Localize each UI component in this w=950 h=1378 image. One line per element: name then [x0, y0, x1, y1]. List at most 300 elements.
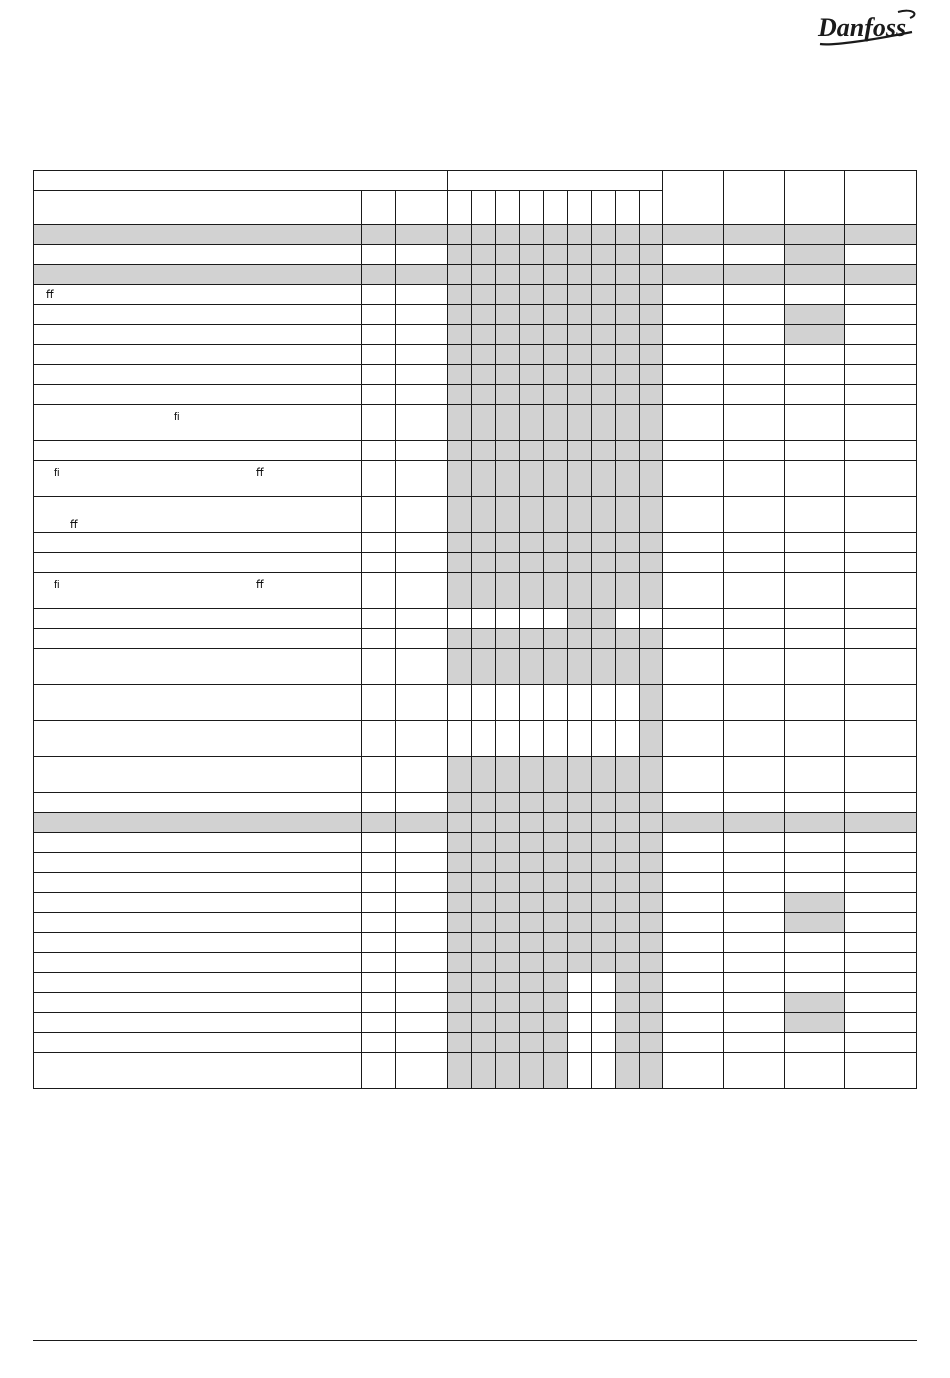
table-cell [472, 873, 496, 893]
table-cell [496, 853, 520, 873]
table-row [34, 933, 917, 953]
table-cell [845, 265, 917, 285]
table-cell [396, 685, 448, 721]
table-cell [520, 461, 544, 497]
table-cell [592, 497, 616, 533]
table-row [34, 1053, 917, 1089]
table-cell [663, 305, 724, 325]
table-cell [640, 385, 663, 405]
table-cell [520, 553, 544, 573]
table-cell [640, 757, 663, 793]
table-cell [472, 973, 496, 993]
table-cell [663, 1053, 724, 1089]
table-cell [724, 1053, 785, 1089]
table-cell [616, 757, 640, 793]
table-cell [496, 793, 520, 813]
table-cell [616, 325, 640, 345]
table-cell [724, 933, 785, 953]
header-cell [544, 191, 568, 225]
table-cell [640, 853, 663, 873]
table-cell [544, 553, 568, 573]
table-cell [472, 461, 496, 497]
header-cell [845, 171, 917, 225]
table-cell [640, 685, 663, 721]
table-row [34, 385, 917, 405]
table-cell [785, 461, 845, 497]
table-cell [785, 305, 845, 325]
ligature-glyph: ﬁ [174, 411, 180, 423]
table-cell [568, 893, 592, 913]
table-cell [520, 813, 544, 833]
table-cell [616, 933, 640, 953]
table-cell [640, 533, 663, 553]
table-cell [785, 405, 845, 441]
table-cell [568, 1013, 592, 1033]
table-cell [785, 285, 845, 305]
table-cell [640, 649, 663, 685]
table-cell [448, 245, 472, 265]
row-label-cell [34, 873, 362, 893]
table-cell [616, 913, 640, 933]
table-cell [663, 649, 724, 685]
table-cell [448, 973, 472, 993]
table-cell [592, 629, 616, 649]
table-cell [724, 305, 785, 325]
table-cell [724, 285, 785, 305]
table-cell [616, 1013, 640, 1033]
table-row [34, 793, 917, 813]
table-cell [520, 345, 544, 365]
table-cell [362, 853, 396, 873]
table-cell [520, 833, 544, 853]
table-cell [616, 993, 640, 1013]
table-cell [568, 345, 592, 365]
table-cell [568, 793, 592, 813]
table-cell [496, 933, 520, 953]
row-label-cell [34, 813, 362, 833]
table-cell [472, 285, 496, 305]
table-cell [472, 573, 496, 609]
table-cell [785, 685, 845, 721]
table-cell [362, 721, 396, 757]
table-cell [640, 345, 663, 365]
row-label-cell [34, 441, 362, 461]
table-cell [640, 1013, 663, 1033]
table-cell [448, 573, 472, 609]
table-cell [568, 933, 592, 953]
table-cell [568, 573, 592, 609]
table-row [34, 533, 917, 553]
table-cell [472, 629, 496, 649]
table-cell [520, 993, 544, 1013]
table-cell [362, 441, 396, 461]
table-cell [362, 225, 396, 245]
table-cell [592, 993, 616, 1013]
table-cell [448, 893, 472, 913]
table-cell [592, 245, 616, 265]
table-cell [520, 1013, 544, 1033]
header-cell-group [448, 171, 663, 191]
table-cell [592, 853, 616, 873]
table-cell [568, 757, 592, 793]
table-cell [592, 365, 616, 385]
table-cell [544, 721, 568, 757]
table-cell [845, 533, 917, 553]
table-cell [544, 345, 568, 365]
table-cell [724, 833, 785, 853]
header-cell [785, 171, 845, 225]
table-cell [785, 993, 845, 1013]
table-cell [544, 245, 568, 265]
table-cell [544, 225, 568, 245]
table-cell [845, 325, 917, 345]
table-cell [845, 953, 917, 973]
table-cell [520, 913, 544, 933]
table-cell [663, 813, 724, 833]
row-label-cell [34, 461, 362, 497]
table-cell [640, 461, 663, 497]
table-cell [496, 873, 520, 893]
table-cell [785, 873, 845, 893]
table-cell [616, 553, 640, 573]
header-cell [448, 191, 472, 225]
table-cell [785, 1013, 845, 1033]
table-cell [472, 893, 496, 913]
table-cell [448, 365, 472, 385]
table-cell [544, 285, 568, 305]
table-cell [845, 933, 917, 953]
table-cell [616, 1033, 640, 1053]
table-cell [496, 893, 520, 913]
table-row [34, 1013, 917, 1033]
row-label-cell [34, 245, 362, 265]
table-cell [616, 385, 640, 405]
table-cell [663, 385, 724, 405]
table-cell [785, 893, 845, 913]
table-cell [845, 873, 917, 893]
table-cell [568, 245, 592, 265]
table-cell [845, 893, 917, 913]
row-label-cell [34, 853, 362, 873]
table-cell [544, 533, 568, 553]
table-cell [663, 1033, 724, 1053]
table-cell [448, 685, 472, 721]
table-cell [520, 365, 544, 385]
table-cell [472, 325, 496, 345]
table-cell [663, 573, 724, 609]
table-cell [845, 973, 917, 993]
table-cell [616, 573, 640, 609]
table-cell [592, 721, 616, 757]
table-cell [616, 953, 640, 973]
table-cell [724, 405, 785, 441]
table-cell [592, 685, 616, 721]
header-cell [34, 171, 448, 191]
table-cell [496, 813, 520, 833]
table-cell [663, 553, 724, 573]
table-cell [616, 441, 640, 461]
table-cell [472, 441, 496, 461]
table-cell [568, 265, 592, 285]
table-cell [448, 853, 472, 873]
table-cell [640, 973, 663, 993]
table-cell [592, 553, 616, 573]
table-cell [640, 405, 663, 441]
table-cell [592, 441, 616, 461]
row-label-cell [34, 345, 362, 365]
table-cell [362, 833, 396, 853]
table-cell [663, 685, 724, 721]
row-label-cell [34, 609, 362, 629]
table-cell [396, 441, 448, 461]
table-cell [544, 833, 568, 853]
table-cell [845, 721, 917, 757]
table-row [34, 441, 917, 461]
table-cell [640, 721, 663, 757]
table-cell [568, 873, 592, 893]
table-cell [362, 873, 396, 893]
table-cell [663, 993, 724, 1013]
table-cell [640, 893, 663, 913]
table-cell [520, 1053, 544, 1089]
table-cell [568, 385, 592, 405]
table-cell [396, 325, 448, 345]
table-cell [640, 833, 663, 853]
table-cell [472, 833, 496, 853]
table-cell [568, 609, 592, 629]
table-cell [616, 533, 640, 553]
table-cell [520, 441, 544, 461]
table-cell [785, 853, 845, 873]
table-cell [663, 1013, 724, 1033]
table-cell [396, 813, 448, 833]
table-cell [520, 1033, 544, 1053]
table-cell [544, 873, 568, 893]
table-cell [544, 1013, 568, 1033]
table-cell [616, 721, 640, 757]
table-cell [724, 385, 785, 405]
table-cell [592, 305, 616, 325]
table-cell [592, 1013, 616, 1033]
table-cell [568, 533, 592, 553]
table-cell [663, 933, 724, 953]
table-cell [616, 813, 640, 833]
header-cell [663, 171, 724, 225]
table-cell [362, 345, 396, 365]
table-cell [472, 533, 496, 553]
table-row [34, 345, 917, 365]
table-cell [845, 629, 917, 649]
table-row [34, 1033, 917, 1053]
table-cell [544, 685, 568, 721]
table-cell [362, 629, 396, 649]
table-cell [663, 609, 724, 629]
table-cell [724, 573, 785, 609]
table-cell [544, 933, 568, 953]
table-cell [845, 245, 917, 265]
table-cell [396, 385, 448, 405]
table-cell [496, 685, 520, 721]
table-row [34, 497, 917, 533]
table-cell [724, 721, 785, 757]
table-cell [544, 461, 568, 497]
table-cell [724, 533, 785, 553]
table-cell [448, 285, 472, 305]
table-cell [362, 649, 396, 685]
table-cell [616, 1053, 640, 1089]
table-cell [496, 441, 520, 461]
ligature-glyph: ﬁ [54, 579, 60, 591]
table-row [34, 553, 917, 573]
table-cell [544, 405, 568, 441]
table-cell [362, 405, 396, 441]
table-cell [616, 497, 640, 533]
table-cell [396, 973, 448, 993]
table-cell [472, 245, 496, 265]
table-cell [845, 573, 917, 609]
table-cell [472, 649, 496, 685]
table-cell [785, 533, 845, 553]
table-cell [663, 533, 724, 553]
table-cell [724, 1013, 785, 1033]
table-cell [724, 245, 785, 265]
table-cell [520, 893, 544, 913]
table-cell [448, 833, 472, 853]
table-cell [448, 609, 472, 629]
table-cell [496, 1053, 520, 1089]
table-cell [448, 461, 472, 497]
table-cell [845, 385, 917, 405]
row-label-cell [34, 953, 362, 973]
table-cell [496, 721, 520, 757]
table-cell [640, 245, 663, 265]
table-cell [448, 497, 472, 533]
table-cell [396, 873, 448, 893]
table-cell [592, 757, 616, 793]
table-cell [592, 345, 616, 365]
table-cell [448, 873, 472, 893]
table-cell [616, 305, 640, 325]
table-cell [472, 365, 496, 385]
table-cell [472, 933, 496, 953]
table-cell [520, 573, 544, 609]
table-cell [396, 365, 448, 385]
table-cell [472, 497, 496, 533]
row-label-cell [34, 833, 362, 853]
table-cell [724, 649, 785, 685]
row-label-cell [34, 649, 362, 685]
row-label-cell [34, 1033, 362, 1053]
table-cell [724, 993, 785, 1013]
table-cell [616, 245, 640, 265]
table-cell [568, 649, 592, 685]
table-cell [640, 873, 663, 893]
table-cell [472, 793, 496, 813]
table-cell [568, 853, 592, 873]
table-cell [785, 325, 845, 345]
table-cell [724, 461, 785, 497]
table-cell [845, 461, 917, 497]
table-cell [448, 1033, 472, 1053]
table-cell [362, 1013, 396, 1033]
table-cell [544, 385, 568, 405]
row-label-cell [34, 265, 362, 285]
row-label-cell [34, 793, 362, 813]
table-cell [362, 573, 396, 609]
table-cell [448, 265, 472, 285]
table-cell [396, 285, 448, 305]
table-cell [396, 573, 448, 609]
table-cell [472, 721, 496, 757]
row-label-cell [34, 497, 362, 533]
table-cell [663, 325, 724, 345]
table-cell [640, 285, 663, 305]
table-cell [448, 225, 472, 245]
table-cell [396, 265, 448, 285]
table-cell [396, 245, 448, 265]
header-cell [396, 191, 448, 225]
table-row [34, 873, 917, 893]
table-cell [592, 461, 616, 497]
table-cell [396, 933, 448, 953]
table-cell [663, 973, 724, 993]
table-cell [845, 1013, 917, 1033]
table-cell [544, 649, 568, 685]
table-cell [568, 813, 592, 833]
table-row [34, 893, 917, 913]
row-label-cell [34, 893, 362, 913]
table-cell [544, 573, 568, 609]
row-label-cell [34, 365, 362, 385]
table-cell [496, 533, 520, 553]
table-row [34, 757, 917, 793]
table-cell [362, 893, 396, 913]
table-cell [845, 225, 917, 245]
table-cell [396, 345, 448, 365]
table-row [34, 285, 917, 305]
row-label-cell [34, 993, 362, 1013]
table-cell [448, 953, 472, 973]
table-cell [496, 305, 520, 325]
table-cell [640, 953, 663, 973]
table-cell [520, 533, 544, 553]
table-cell [568, 833, 592, 853]
table-cell [845, 993, 917, 1013]
table-cell [845, 305, 917, 325]
table-row [34, 953, 917, 973]
table-cell [785, 933, 845, 953]
table-cell [640, 993, 663, 1013]
table-cell [592, 533, 616, 553]
logo-wordmark: Danfoss [818, 13, 907, 42]
table-cell [663, 853, 724, 873]
table-cell [544, 953, 568, 973]
header-cell [472, 191, 496, 225]
table-cell [496, 285, 520, 305]
table-cell [472, 405, 496, 441]
table-cell [448, 757, 472, 793]
row-label-cell [34, 933, 362, 953]
table-cell [663, 497, 724, 533]
table-cell [496, 649, 520, 685]
table-cell [448, 533, 472, 553]
table-row [34, 649, 917, 685]
table-cell [496, 629, 520, 649]
table-cell [616, 265, 640, 285]
table-cell [396, 1053, 448, 1089]
table-cell [520, 305, 544, 325]
header-cell [34, 191, 362, 225]
